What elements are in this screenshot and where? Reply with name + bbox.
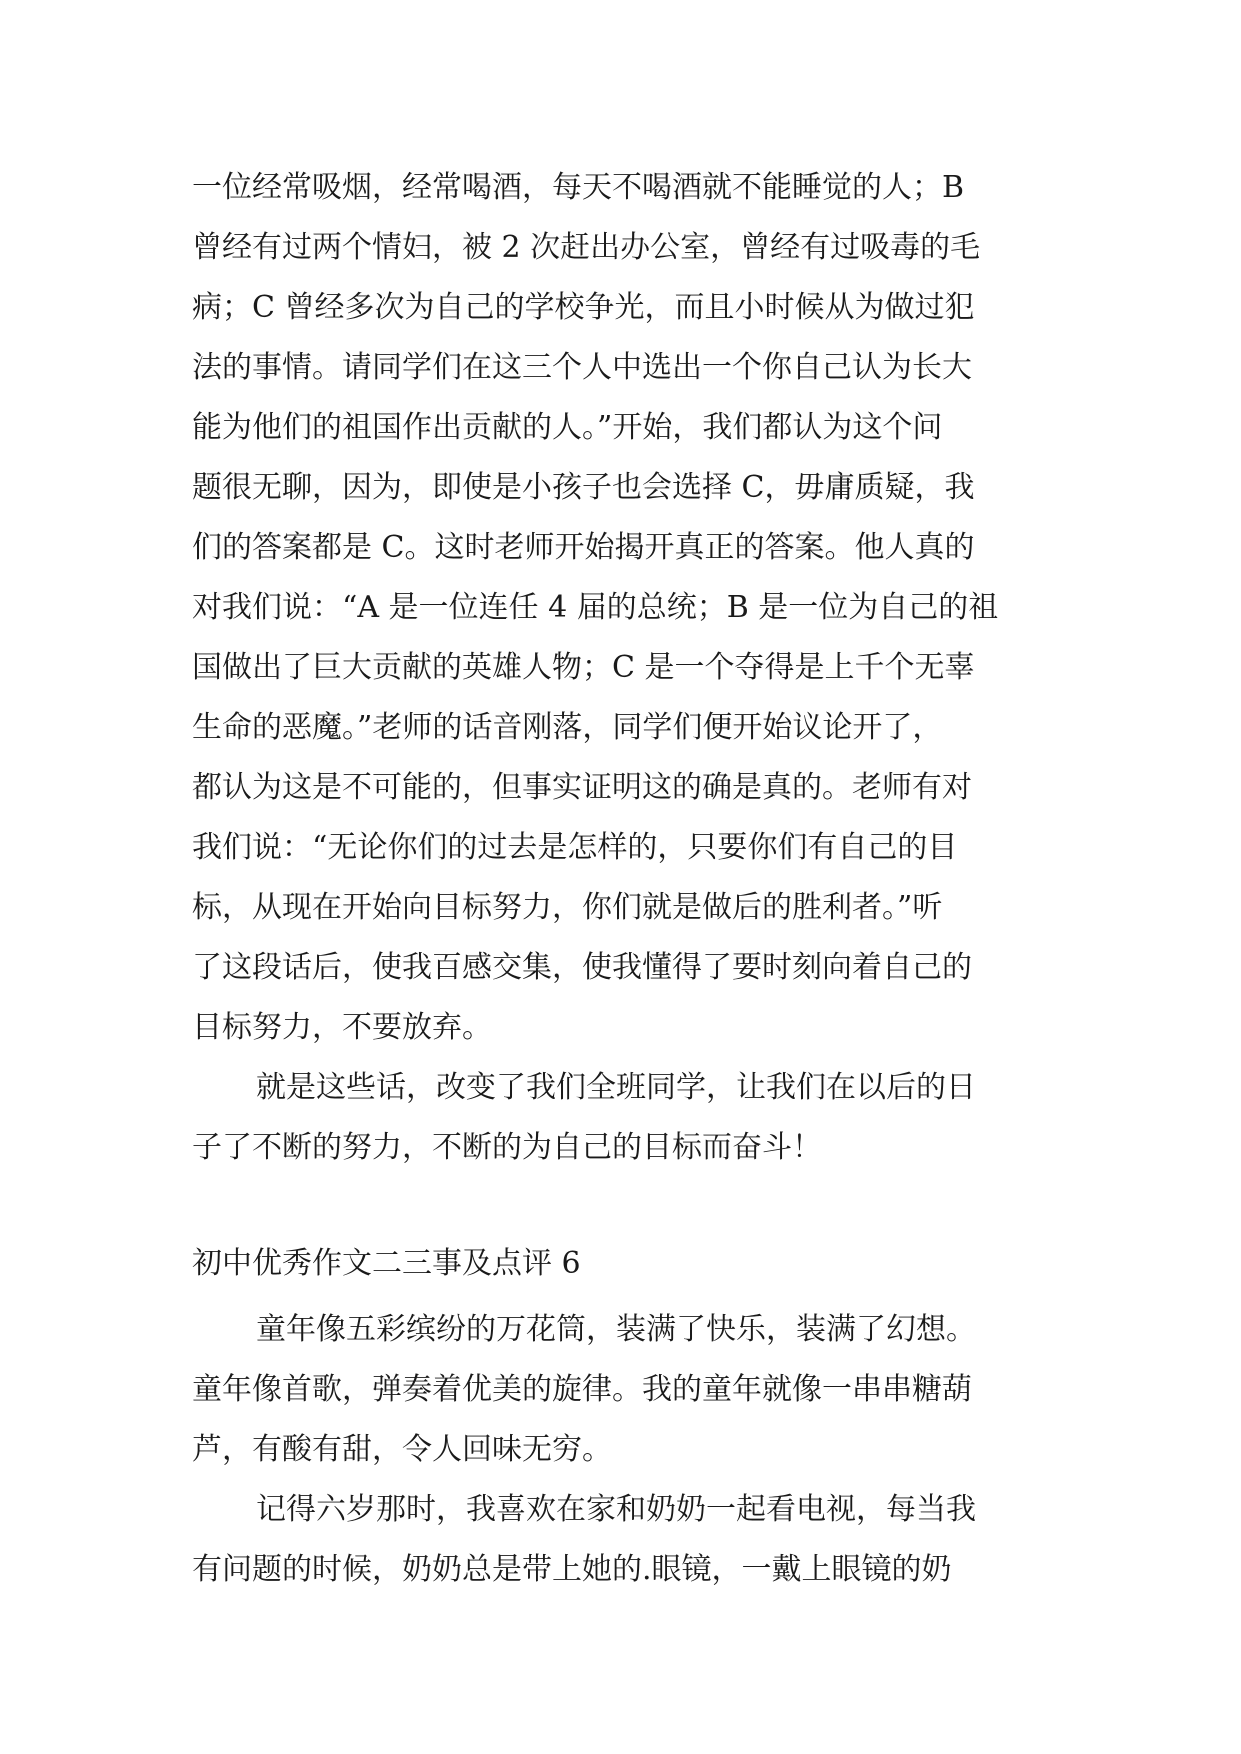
paragraph-first-line: 就是这些话，改变了我们全班同学，让我们在以后的日: [256, 1070, 976, 1105]
text-line: 都认为这是不可能的，但事实证明这的确是真的。老师有对: [192, 770, 972, 805]
text-line: 童年像首歌，弹奏着优美的旋律。我的童年就像一串串糖葫: [192, 1372, 972, 1407]
text-line: 法的事情。请同学们在这三个人中选出一个你自己认为长大: [192, 350, 972, 385]
text-line: 有问题的时候，奶奶总是带上她的.眼镜，一戴上眼镜的奶: [192, 1552, 952, 1587]
text-line: 们的答案都是 C。这时老师开始揭开真正的答案。他人真的: [192, 530, 975, 565]
text-line: 目标努力，不要放弃。: [192, 1010, 492, 1045]
paragraph-first-line: 童年像五彩缤纷的万花筒，装满了快乐，装满了幻想。: [256, 1312, 976, 1347]
text-line: 了这段话后，使我百感交集，使我懂得了要时刻向着自己的: [192, 950, 972, 985]
text-line: 国做出了巨大贡献的英雄人物；C 是一个夺得是上千个无辜: [192, 650, 975, 685]
text-line: 一位经常吸烟，经常喝酒，每天不喝酒就不能睡觉的人；B: [192, 170, 965, 205]
text-line: 子了不断的努力，不断的为自己的目标而奋斗！: [192, 1130, 822, 1165]
text-line: 题很无聊，因为，即使是小孩子也会选择 C，毋庸质疑，我: [192, 470, 975, 505]
text-line: 能为他们的祖国作出贡献的人。”开始，我们都认为这个问: [192, 410, 943, 445]
paragraph-first-line: 记得六岁那时，我喜欢在家和奶奶一起看电视，每当我: [256, 1492, 976, 1527]
section-title: 初中优秀作文二三事及点评 6: [192, 1246, 581, 1281]
text-line: 芦，有酸有甜，令人回味无穷。: [192, 1432, 612, 1467]
text-line: 病；C 曾经多次为自己的学校争光，而且小时候从为做过犯: [192, 290, 975, 325]
text-line: 对我们说：“A 是一位连任 4 届的总统；B 是一位为自己的祖: [192, 590, 999, 625]
text-line: 生命的恶魔。”老师的话音刚落，同学们便开始议论开了，: [192, 710, 943, 745]
text-line: 标，从现在开始向目标努力，你们就是做后的胜利者。”听: [192, 890, 943, 925]
text-line: 曾经有过两个情妇，被 2 次赶出办公室，曾经有过吸毒的毛: [192, 230, 981, 265]
text-line: 我们说：“无论你们的过去是怎样的，只要你们有自己的目: [192, 830, 958, 865]
